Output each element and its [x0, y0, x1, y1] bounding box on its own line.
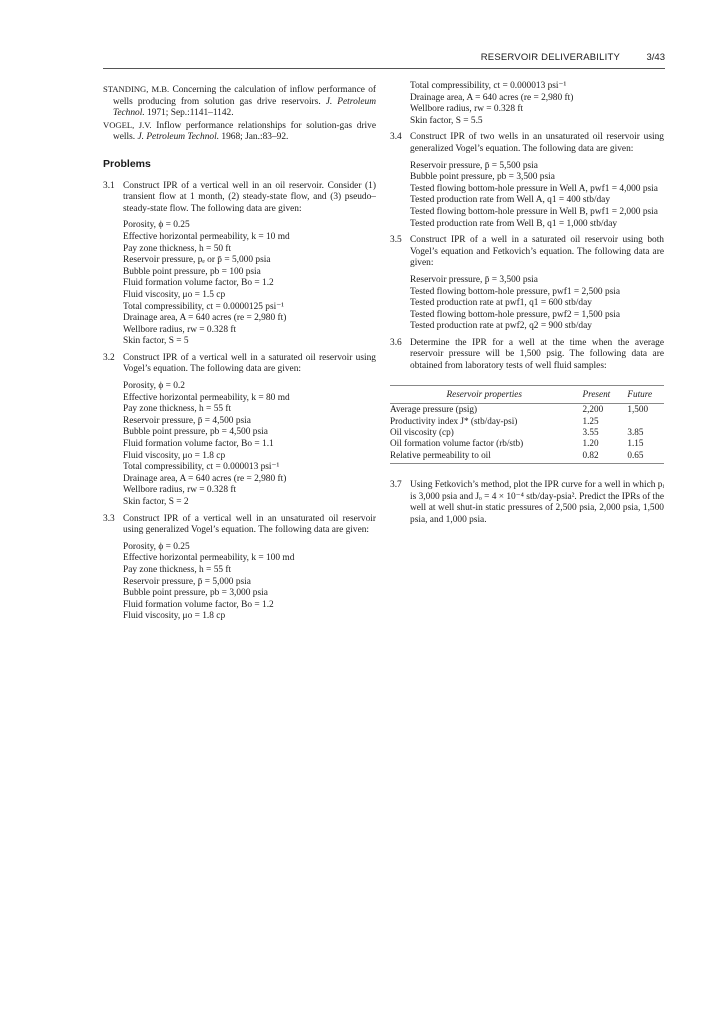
page-number: 3/43 [646, 52, 665, 63]
given-item: Bubble point pressure, pb = 3,500 psia [410, 172, 555, 183]
problem-text: Construct IPR of a vertical well in an oil reservoir. Consider (1) transient flow at 1 month, (2) steady-state flow, and (3) pseudo–steady-state flow. The following data are given: [123, 180, 376, 214]
problem-number: 3.5 [390, 235, 402, 246]
given-item: Porosity, ϕ = 0.25 [123, 541, 190, 552]
given-item: Tested flowing bottom-hole pressure, pwf1 = 2,500 psia [410, 286, 621, 297]
given-item: Tested production rate from Well A, q1 = 400 stb/day [410, 195, 611, 206]
problem-3-4 [390, 132, 664, 230]
table-row [390, 404, 664, 416]
table-cell: Average pressure (psig) [390, 404, 478, 415]
section-title: Problems [103, 157, 151, 170]
reference-author: VOGEL, J.V. [103, 119, 152, 130]
right-column [390, 81, 664, 530]
reference-text: Inflow performance relationships for solution-gas drive wells. [113, 120, 377, 143]
given-item: Pay zone thickness, h = 55 ft [123, 564, 232, 575]
given-item: Reservoir pressure, p̄ = 4,500 psia [123, 415, 251, 426]
problem-number: 3.2 [103, 352, 115, 363]
reference-journal: J. Petroleum Technol. [113, 96, 376, 119]
problem-text: Using Fetkovich’s method, plot the IPR curve for a well in which pᵢ is 3,000 psia and Jₒ = 4 × 10⁻⁴ stb/day-psia². Predict the IPRs of the well at well shut-in static pressures of 2,500 psia, 2,000 psia, 1,500 psia, and 1,000 psia. [410, 480, 664, 526]
problem-number: 3.1 [103, 180, 115, 191]
reference-tail: 1968; Jan.:83–92. [219, 132, 289, 143]
problem-number: 3.6 [390, 337, 402, 348]
table-header-cell: Future [623, 385, 664, 404]
given-data-list-continued [390, 81, 664, 127]
given-item: Skin factor, S = 5 [123, 336, 189, 347]
table-row [390, 427, 664, 438]
given-item: Effective horizontal permeability, k = 10 md [123, 231, 290, 242]
given-item: Tested flowing bottom-hole pressure, pwf2 = 1,500 psia [410, 309, 621, 320]
table-cell: Relative permeability to oil [390, 450, 579, 464]
given-item: Tested production rate from Well B, q1 = 1,000 stb/day [410, 218, 618, 229]
reservoir-properties-table [390, 385, 664, 465]
given-item: Fluid formation volume factor, Bo = 1.2 [123, 278, 274, 289]
table-header-row [390, 385, 664, 404]
given-item: Fluid viscosity, μo = 1.8 cp [123, 611, 226, 622]
given-data-list [103, 381, 376, 509]
reference-journal: J. Petroleum Technol. [137, 132, 220, 143]
given-item: Porosity, ϕ = 0.25 [123, 220, 190, 231]
given-item: Reservoir pressure, p̄ = 3,500 psia [410, 274, 538, 285]
given-item: Effective horizontal permeability, k = 100 md [123, 553, 295, 564]
given-item: Fluid formation volume factor, Bo = 1.1 [123, 439, 274, 450]
given-item: Pay zone thickness, h = 55 ft [123, 404, 232, 415]
problem-3-5 [390, 235, 664, 333]
given-item: Pay zone thickness, h = 50 ft [123, 243, 232, 254]
table-header-cell: Present [579, 385, 624, 404]
table-cell: 0.65 [623, 450, 664, 464]
table-cell: 1.25 [582, 415, 599, 426]
given-item: Fluid viscosity, μo = 1.5 cp [123, 289, 226, 300]
given-item: Total compressibility, ct = 0.0000125 psi⁻¹ [123, 301, 284, 312]
problem-3-6 [390, 338, 664, 373]
given-item: Wellbore radius, rw = 0.328 ft [123, 324, 237, 335]
given-item: Fluid viscosity, μo = 1.8 cp [123, 450, 226, 461]
reference-tail: 1971; Sep.:1141–1142. [144, 108, 234, 119]
given-data-list [390, 161, 664, 231]
given-item: Effective horizontal permeability, k = 80 md [123, 392, 290, 403]
table-cell: 1.20 [582, 438, 599, 449]
problem-text: Determine the IPR for a well at the time when the average reservoir pressure will be 1,500 psig. The following data are obtained from laboratory tests of well fluid samples: [410, 337, 664, 372]
given-item: Reservoir pressure, p̄ = 5,000 psia [123, 576, 251, 587]
table-cell: 1.15 [627, 438, 644, 449]
running-header-title: RESERVOIR DELIVERABILITY [480, 52, 620, 63]
problem-number: 3.3 [103, 513, 115, 524]
table-cell: Oil viscosity (cp) [390, 427, 454, 438]
given-item: Reservoir pressure, pₑ or p̄ = 5,000 psia [123, 255, 271, 266]
table-row [390, 416, 664, 427]
table-row [390, 450, 664, 464]
given-item: Skin factor, S = 2 [123, 497, 189, 507]
given-item: Bubble point pressure, pb = 100 psia [123, 266, 261, 277]
given-item: Tested production rate at pwf1, q1 = 600 stb/day [410, 298, 592, 309]
given-item: Wellbore radius, rw = 0.328 ft [123, 485, 237, 496]
given-item: Tested flowing bottom-hole pressure in Well A, pwf1 = 4,000 psia [410, 183, 658, 194]
table-cell: Productivity index J* (stb/day-psi) [390, 415, 518, 426]
problem-text: Construct IPR of a well in a saturated oil reservoir using both Vogel’s equation and Fetkovich’s equation. The following data are given: [410, 235, 664, 269]
given-item: Tested flowing bottom-hole pressure in Well B, pwf1 = 2,000 psia [410, 206, 658, 217]
table-cell: Oil formation volume factor (rb/stb) [390, 438, 524, 449]
given-item: Skin factor, S = 5.5 [410, 115, 483, 126]
given-item: Total compressibility, ct = 0.000013 psi⁻¹ [410, 81, 567, 91]
table-cell: 3.85 [627, 427, 644, 438]
table-cell: 2,200 [582, 404, 604, 415]
running-header [103, 52, 665, 69]
given-item: Drainage area, A = 640 acres (re = 2,980 ft) [123, 313, 287, 324]
problem-3-3 [103, 514, 376, 623]
problem-text: Construct IPR of two wells in an unsaturated oil reservoir using generalized Vogel’s equation. The following data are given: [410, 132, 664, 154]
left-column [103, 84, 376, 628]
given-item: Fluid formation volume factor, Bo = 1.2 [123, 599, 274, 610]
problem-text: Construct IPR of a vertical well in a saturated oil reservoir using Vogel’s equation. The following data are given: [123, 352, 376, 375]
table-cell: 0.82 [579, 450, 624, 464]
given-data-list [103, 220, 376, 348]
given-item: Bubble point pressure, pb = 4,500 psia [123, 427, 268, 438]
problem-3-7 [390, 480, 664, 526]
table-header-cell: Reservoir properties [390, 385, 579, 404]
table-row [390, 438, 664, 449]
problem-3-2 [103, 353, 376, 509]
problem-3-1 [103, 181, 376, 348]
table-cell [623, 416, 664, 427]
table-cell: 1,500 [627, 404, 649, 415]
reference-text: Concerning the calculation of inflow performance of wells producing from solution gas drive reservoirs. [113, 85, 376, 107]
table-cell: 3.55 [582, 427, 599, 438]
given-item: Porosity, ϕ = 0.2 [123, 381, 185, 392]
given-data-list [103, 542, 376, 623]
given-item: Tested production rate at pwf2, q2 = 900 stb/day [410, 321, 592, 332]
given-data-list [390, 275, 664, 333]
given-item: Drainage area, A = 640 acres (re = 2,980 ft) [410, 92, 574, 103]
given-item: Wellbore radius, rw = 0.328 ft [410, 104, 524, 115]
reference-author: STANDING, M.B. [103, 84, 170, 94]
problem-number: 3.4 [390, 132, 402, 143]
given-item: Total compressibility, ct = 0.000013 psi⁻¹ [123, 462, 280, 473]
reference-standing [103, 84, 376, 120]
problem-text: Construct IPR of a vertical well in an unsaturated oil reservoir using generalized Vogel’s equation. The following data are given: [123, 513, 376, 536]
given-item: Drainage area, A = 640 acres (re = 2,980 ft) [123, 473, 287, 484]
reference-vogel [103, 120, 376, 144]
problem-number: 3.7 [390, 480, 402, 491]
given-item: Bubble point pressure, pb = 3,000 psia [123, 588, 268, 599]
given-item: Reservoir pressure, p̄ = 5,500 psia [410, 160, 538, 171]
